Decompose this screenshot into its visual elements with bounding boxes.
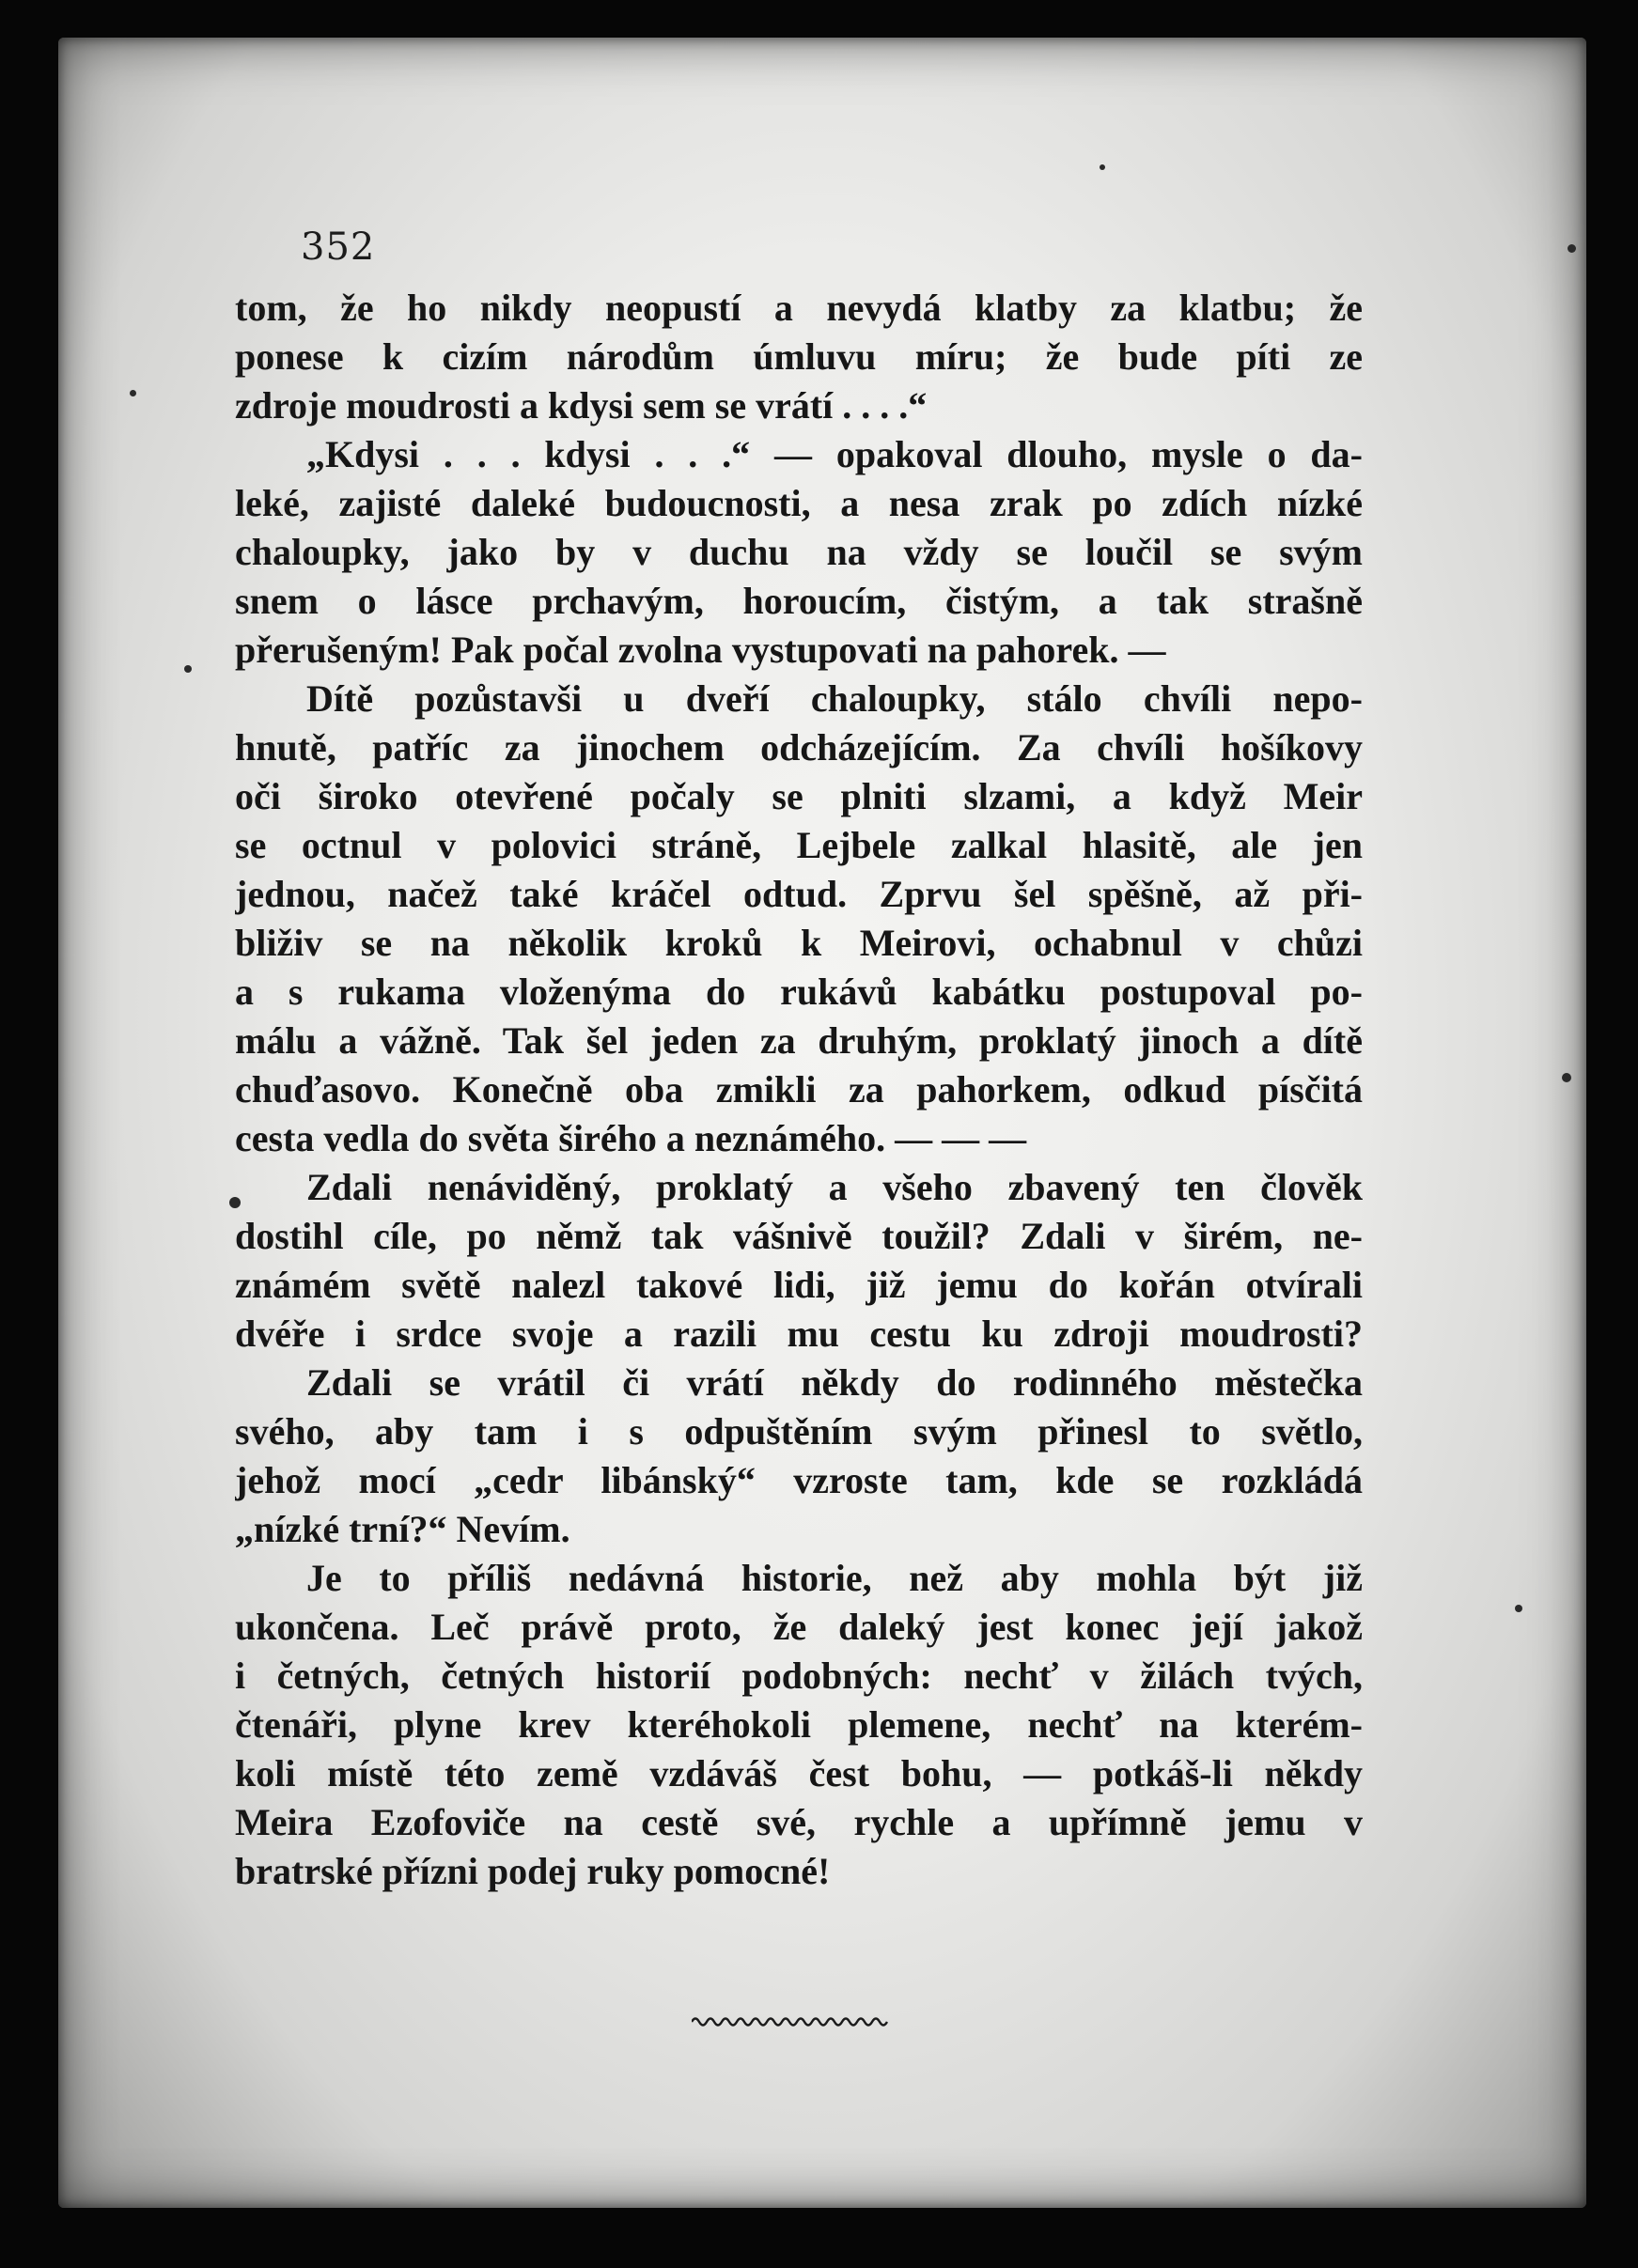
body-text bbox=[235, 284, 1363, 1896]
text-line: snem o lásce prchavým, horoucím, čistým, a tak strašně bbox=[235, 580, 1363, 622]
text-line: hnutě, patříc za jinochem odcházejícím. Za chvíli hošíkovy bbox=[235, 726, 1363, 769]
text-line: bliživ se na několik kroků k Meirovi, ochabnul v chůzi bbox=[235, 922, 1363, 964]
text-line: jednou, načež také kráčel odtud. Zprvu šel spěšně, až při- bbox=[235, 873, 1363, 915]
page-number: 352 bbox=[301, 225, 376, 269]
text-line: se octnul v polovici stráně, Lejbele zalkal hlasitě, ale jen bbox=[235, 824, 1363, 866]
text-line: Meira Ezofoviče na cestě své, rychle a upřímně jemu v bbox=[235, 1801, 1363, 1843]
text-line: a s rukama vloženýma do rukávů kabátku postupoval po- bbox=[235, 971, 1363, 1013]
text-line: Zdali se vrátil či vrátí někdy do rodinného městečka bbox=[306, 1361, 1363, 1404]
text-line: tom, že ho nikdy neopustí a nevydá klatby za klatbu; že bbox=[235, 287, 1363, 329]
scan-speck bbox=[229, 1197, 241, 1208]
text-line: ukončena. Leč právě proto, že daleký jest konec její jakož bbox=[235, 1606, 1363, 1648]
scan-speck bbox=[184, 665, 192, 673]
text-line: i četných, četných historií podobných: nechť v žilách tvých, bbox=[235, 1654, 1363, 1697]
text-line: dostihl cíle, po němž tak vášnivě toužil? Zdali v širém, ne- bbox=[235, 1215, 1363, 1257]
text-line: oči široko otevřené počaly se plniti slzami, a když Meir bbox=[235, 775, 1363, 817]
scan-speck bbox=[1515, 1605, 1522, 1612]
text-line: jehož mocí „cedr libánský“ vzroste tam, kde se rozkládá bbox=[235, 1459, 1363, 1501]
text-line: „Kdysi . . . kdysi . . .“ — opakoval dlouho, mysle o da- bbox=[306, 433, 1363, 475]
text-line: čtenáři, plyne krev kteréhokoli plemene, nechť na kterém- bbox=[235, 1703, 1363, 1746]
text-line: Zdali nenáviděný, proklatý a všeho zbavený ten člověk bbox=[306, 1166, 1363, 1208]
text-line: bratrské přízni podej ruky pomocné! bbox=[235, 1850, 831, 1892]
scan-speck bbox=[1562, 1073, 1571, 1082]
scan-speck bbox=[1100, 164, 1105, 170]
text-line: dvéře i srdce svoje a razili mu cestu ku zdroji moudrosti? bbox=[235, 1313, 1363, 1355]
text-line: Je to příliš nedávná historie, než aby mohla být již bbox=[306, 1557, 1363, 1599]
text-line: svého, aby tam i s odpuštěním svým přinesl to světlo, bbox=[235, 1410, 1363, 1452]
text-line: koli místě této země vzdáváš čest bohu, — potkáš-li někdy bbox=[235, 1752, 1363, 1794]
text-line: cesta vedla do světa širého a neznámého. — — — bbox=[235, 1117, 1027, 1159]
text-line: známém světě nalezl takové lidi, již jemu do kořán otvírali bbox=[235, 1264, 1363, 1306]
text-line: Dítě pozůstavši u dveří chaloupky, stálo chvíli nepo- bbox=[306, 677, 1363, 720]
text-line: „nízké trní?“ Nevím. bbox=[235, 1508, 570, 1550]
end-ornament bbox=[692, 2012, 893, 2031]
text-line: málu a vážně. Tak šel jeden za druhým, proklatý jinoch a dítě bbox=[235, 1019, 1363, 1062]
text-line: přerušeným! Pak počal zvolna vystupovati na pahorek. — bbox=[235, 629, 1166, 671]
wavy-rule bbox=[692, 2019, 887, 2026]
text-line: zdroje moudrosti a kdysi sem se vrátí . . . .“ bbox=[235, 384, 928, 427]
text-line: chuďasovo. Konečně oba zmikli za pahorkem, odkud písčitá bbox=[235, 1068, 1363, 1111]
text-line: leké, zajisté daleké budoucnosti, a nesa zrak po zdích nízké bbox=[235, 482, 1363, 524]
text-line: ponese k cizím národům úmluvu míru; že bude píti ze bbox=[235, 335, 1363, 378]
scan-speck bbox=[130, 390, 136, 396]
scan-speck bbox=[1568, 244, 1576, 253]
text-line: chaloupky, jako by v duchu na vždy se loučil se svým bbox=[235, 531, 1363, 573]
